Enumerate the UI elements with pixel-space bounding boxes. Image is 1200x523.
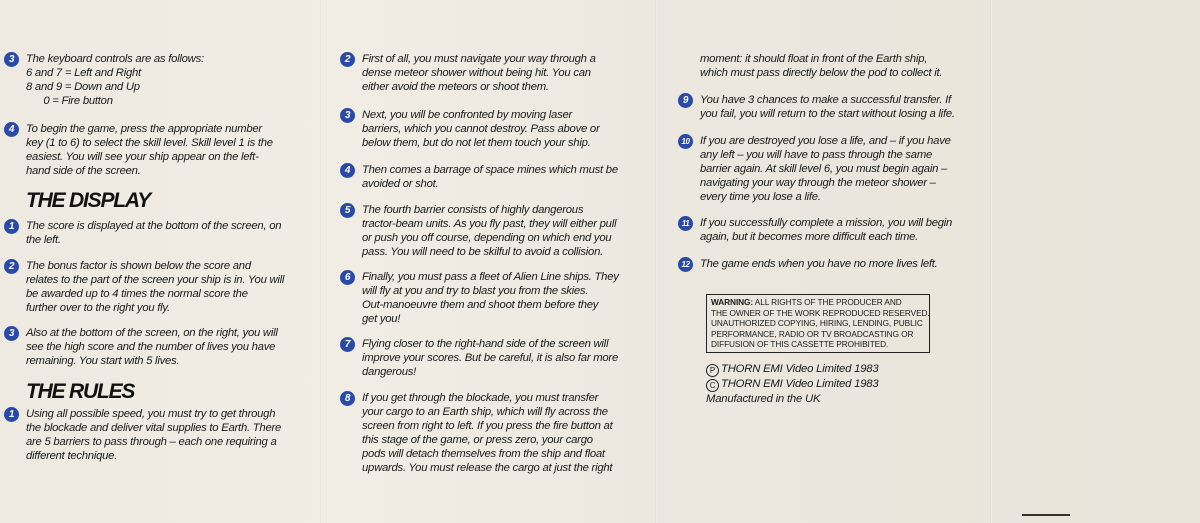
text-line: pods will detach themselves from the ship and float — [362, 448, 605, 460]
text-line: First of all, you must navigate your way through a — [362, 53, 596, 65]
display-item — [4, 259, 309, 315]
text-line: tractor-beam units. As you fly past, they will either pull — [362, 218, 617, 230]
text-line: you fail, you will return to the start without losing a life. — [700, 108, 955, 120]
step-number: 3 — [340, 108, 355, 123]
text-line: either avoid the meteors or shoot them. — [362, 81, 549, 93]
text-line: key (1 to 6) to select the skill level. Skill level 1 is the — [26, 137, 273, 149]
edge-mark — [1022, 514, 1070, 516]
text-line: The game ends when you have no more lives left. — [700, 258, 938, 270]
fold-line — [320, 0, 322, 523]
text-line: this stage of the game, or press zero, your cargo — [362, 434, 593, 446]
rules-item — [340, 203, 645, 259]
copyright-icon: C — [706, 379, 719, 392]
step-number: 2 — [340, 52, 355, 67]
text-line: further over to the right you fly. — [26, 302, 170, 314]
step-number: 12 — [678, 257, 693, 272]
text-line: Using all possible speed, you must try to get through — [26, 408, 276, 420]
copyright-block — [706, 362, 878, 406]
text-line: the blockade and deliver vital supplies to Earth. There — [26, 422, 282, 434]
text-line: ALL RIGHTS OF THE PRODUCER AND — [753, 297, 902, 307]
rules-item — [340, 270, 645, 326]
text-line: avoided or shot. — [362, 178, 439, 190]
warning-box — [706, 294, 930, 353]
text-line: any left – you will have to pass through the same — [700, 149, 933, 161]
text-line: PERFORMANCE, RADIO OR TV BROADCASTING OR — [711, 328, 914, 339]
text-line: You have 3 chances to make a successful transfer. If — [700, 94, 951, 106]
text-line: Next, you will be confronted by moving laser — [362, 109, 573, 121]
text-line: dangerous! — [362, 366, 417, 378]
step-number: 4 — [4, 122, 19, 137]
step-number: 1 — [4, 219, 19, 234]
text-line: different technique. — [26, 450, 118, 462]
display-item — [4, 326, 309, 368]
text-line: your cargo to an Earth ship, which will fly across the — [362, 406, 608, 418]
keyboard-controls-item — [4, 52, 309, 108]
text-line: dense meteor shower without being hit. You can — [362, 67, 591, 79]
text-line: upwards. You must release the cargo at just the right — [362, 462, 613, 474]
display-item — [4, 219, 309, 247]
fold-line — [990, 0, 992, 523]
step-number: 9 — [678, 93, 693, 108]
step-number: 7 — [340, 337, 355, 352]
text-line: Finally, you must pass a fleet of Alien Line ships. They — [362, 271, 619, 283]
rules-item — [340, 337, 645, 379]
text-line: be awarded up to 4 times the normal score the — [26, 288, 248, 300]
text-line: the left. — [26, 234, 61, 246]
text-line: pass. You will need to be skilful to avoid a collision. — [362, 246, 603, 258]
step-number: 1 — [4, 407, 19, 422]
step-number: 2 — [4, 259, 19, 274]
step-number: 3 — [4, 326, 19, 341]
rules-heading: THE RULES — [26, 380, 135, 403]
text-line: The score is displayed at the bottom of the screen, on — [26, 220, 282, 232]
text-line: which must pass directly below the pod to collect it. — [700, 67, 943, 79]
continuation-text — [678, 52, 983, 80]
text-line: barrier again. At skill level 6, you must begin again – — [700, 163, 948, 175]
text-line: easiest. You will see your ship appear on the left- — [26, 151, 259, 163]
rules-item — [678, 134, 983, 204]
rules-item — [340, 108, 645, 150]
text-line: remaining. You start with 5 lives. — [26, 355, 180, 367]
manufactured-line: Manufactured in the UK — [706, 393, 821, 405]
rules-item — [678, 257, 983, 271]
text-line: see the high score and the number of lives you have — [26, 341, 276, 353]
text-line: 0 = Fire button — [26, 95, 113, 107]
begin-game-item — [4, 122, 309, 178]
text-line: If you successfully complete a mission, you will begin — [700, 217, 953, 229]
text-line: 8 and 9 = Down and Up — [26, 81, 140, 93]
rules-item — [678, 93, 983, 121]
text-line: The fourth barrier consists of highly dangerous — [362, 204, 584, 216]
text-line: Flying closer to the right-hand side of the screen will — [362, 338, 609, 350]
text-line: again, but it becomes more difficult each time. — [700, 231, 919, 243]
step-number: 6 — [340, 270, 355, 285]
text-line: THE OWNER OF THE WORK REPRODUCED RESERVED. — [711, 307, 930, 318]
text-line: If you are destroyed you lose a life, and – if you have — [700, 135, 951, 147]
text-line: barriers, which you cannot destroy. Pass above or — [362, 123, 600, 135]
text-line: hand side of the screen. — [26, 165, 141, 177]
text-line: UNAUTHORIZED COPYING, HIRING, LENDING, PUBLIC — [711, 318, 923, 328]
phonogram-icon: P — [706, 364, 719, 377]
text-line: are 5 barriers to pass through – each one requiring a — [26, 436, 277, 448]
text-line: 6 and 7 = Left and Right — [26, 67, 141, 79]
text-line: screen from right to left. If you press the fire button at — [362, 420, 613, 432]
text-line: get you! — [362, 313, 401, 325]
step-number: 8 — [340, 391, 355, 406]
rules-item — [340, 163, 645, 191]
rules-item — [340, 391, 645, 475]
rules-item — [4, 407, 309, 463]
text-line: relates to the part of the screen your ship is in. You will — [26, 274, 285, 286]
text-line: will fly at you and try to blast you from the skies. — [362, 285, 589, 297]
text-line: every time you lose a life. — [700, 191, 821, 203]
copyright-line: THORN EMI Video Limited 1983 — [721, 378, 879, 390]
step-number: 5 — [340, 203, 355, 218]
text-line: Out-manoeuvre them and shoot them before they — [362, 299, 599, 311]
step-number: 10 — [678, 134, 693, 149]
display-heading: THE DISPLAY — [26, 189, 151, 212]
text-line: If you get through the blockade, you must transfer — [362, 392, 599, 404]
text-line: or push you off course, depending on which end you — [362, 232, 612, 244]
text-line: navigating your way through the meteor shower – — [700, 177, 936, 189]
warning-label: WARNING: — [711, 297, 754, 307]
text-line: Then comes a barrage of space mines which must be — [362, 164, 618, 176]
text-line: improve your scores. But be careful, it is also far more — [362, 352, 618, 364]
text-line: below them, but do not let them touch your ship. — [362, 137, 591, 149]
step-number: 3 — [4, 52, 19, 67]
step-number: 11 — [678, 216, 693, 231]
rules-item — [340, 52, 645, 94]
text-line: The bonus factor is shown below the score and — [26, 260, 251, 272]
fold-line — [655, 0, 657, 523]
copyright-line: THORN EMI Video Limited 1983 — [721, 363, 879, 375]
text-line: The keyboard controls are as follows: — [26, 53, 204, 65]
rules-item — [678, 216, 983, 244]
text-line: Also at the bottom of the screen, on the right, you will — [26, 327, 278, 339]
text-line: moment: it should float in front of the Earth ship, — [700, 53, 928, 65]
text-line: To begin the game, press the appropriate number — [26, 123, 262, 135]
step-number: 4 — [340, 163, 355, 178]
text-line: DIFFUSION OF THIS CASSETTE PROHIBITED. — [711, 339, 889, 349]
